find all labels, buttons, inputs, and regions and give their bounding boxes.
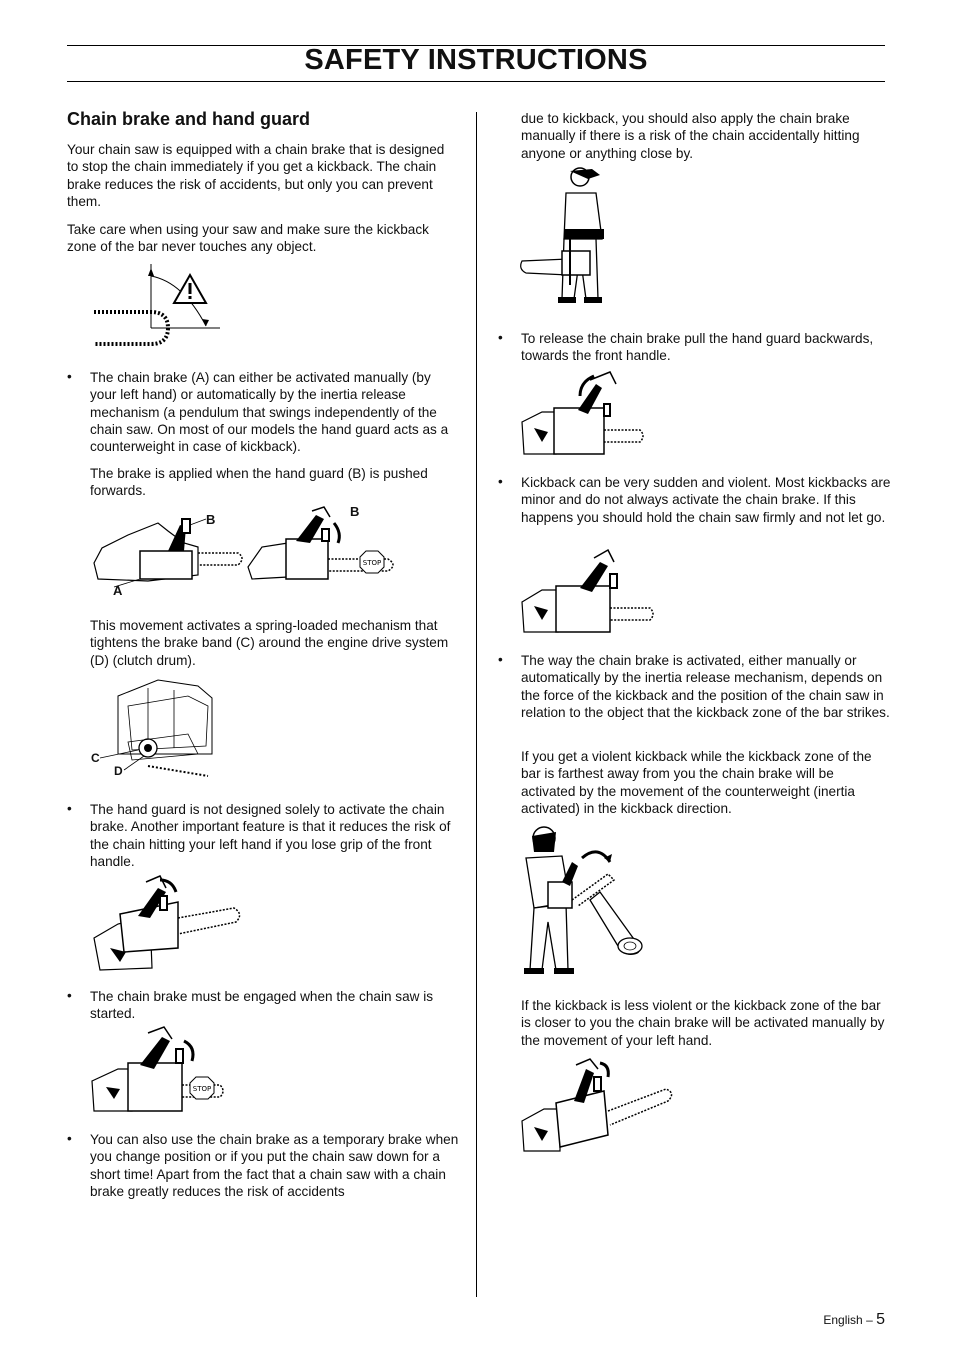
- section-heading: Chain brake and hand guard: [67, 109, 311, 129]
- label-b-second: B: [350, 504, 360, 519]
- bullet-glyph: •: [67, 988, 72, 1003]
- bullet-glyph: •: [67, 801, 72, 816]
- stop-sign-label: STOP: [362, 559, 382, 567]
- label-c: C: [91, 751, 100, 765]
- bullet-glyph: •: [498, 474, 503, 489]
- page-number: 5: [876, 1311, 885, 1328]
- page-title: SAFETY INSTRUCTIONS: [304, 44, 648, 76]
- chain-brake-start-illustration: [88, 1025, 228, 1115]
- column-divider: [476, 112, 477, 1297]
- less-violent-kickback-paragraph: If the kickback is less violent or the kickback zone of the bar is closer to you the chain brake will be activated manually by the movement of your left hand.: [521, 998, 885, 1048]
- bullet-glyph: •: [67, 1131, 72, 1146]
- spring-mechanism-paragraph: This movement activates a spring-loaded mechanism that tightens the brake band (C) around the engine drive system (D) (clutch drum).: [90, 618, 449, 668]
- hand-guard-purpose-bullet: The hand guard is not designed solely to activate the chain brake. Another important feature is that it reduces the risk of the chain hitting your left hand if you lose grip of the front handle.: [90, 802, 451, 869]
- kickback-continuation-paragraph: due to kickback, you should also apply the chain brake manually if there is a risk of the chain accidentally hitting anyone or anything close by.: [521, 111, 860, 161]
- hand-guard-pushed-text: The brake is applied when the hand guard (B) is pushed forwards.: [90, 466, 428, 499]
- sudden-kickback-bullet: Kickback can be very sudden and violent. Most kickbacks are minor and do not always activate the chain brake. If this happens you should hold the chain saw firmly and not let go.: [521, 475, 891, 525]
- footer-language: English: [823, 1313, 863, 1327]
- label-a: A: [113, 583, 123, 598]
- hand-guard-illustration: [90, 872, 245, 974]
- intro-paragraph: Your chain saw is equipped with a chain brake that is designed to stop the chain immediately if you get a kickback. The chain brake reduces the risk of accidents, but only you can prevent them.: [67, 142, 445, 209]
- bullet-glyph: •: [498, 652, 503, 667]
- inertia-kickback-illustration: [518, 822, 658, 980]
- bullet-glyph: •: [67, 369, 72, 384]
- engage-when-started-bullet: The chain brake must be engaged when the chain saw is started.: [90, 989, 434, 1022]
- footer-dash: –: [866, 1313, 873, 1327]
- kickback-zone-illustration: [88, 262, 228, 350]
- release-brake-illustration: [520, 370, 646, 458]
- temporary-brake-bullet: You can also use the chain brake as a temporary brake when you change position or if you put the chain saw down for a short time! Apart from the fact that a chain saw with a chain brake greatly reduces the risk of accidents: [90, 1132, 459, 1199]
- label-b: B: [206, 512, 216, 527]
- header-bottom-rule: [67, 81, 885, 82]
- page-footer: [823, 1311, 885, 1329]
- label-d: D: [114, 764, 123, 778]
- brake-band-clutch-drum-illustration: [88, 676, 218, 784]
- operator-with-saw-illustration: [518, 165, 618, 313]
- stop-sign-label: STOP: [192, 1085, 212, 1093]
- manual-activation-illustration: [520, 1055, 676, 1155]
- bullet-glyph: •: [498, 330, 503, 345]
- firm-grip-illustration: [520, 548, 656, 636]
- kickback-zone-paragraph: Take care when using your saw and make sure the kickback zone of the bar never touches any object.: [67, 222, 429, 255]
- chain-brake-ab-illustration: [88, 503, 408, 603]
- release-brake-bullet: To release the chain brake pull the hand guard backwards, towards the front handle.: [521, 331, 874, 364]
- brake-activation-way-bullet: The way the chain brake is activated, either manually or automatically by the inertia release mechanism, depends on the force of the kickback and the position of the chain saw in relation to the object that the kickback zone of the bar strikes.: [521, 653, 890, 720]
- brake-activation-bullet: The chain brake (A) can either be activated manually (by your left hand) or automatically by the inertia release mechanism (a pendulum that swings independently of the chain saw. On most of our models the hand guard acts as a counterweight in case of kickback).: [90, 370, 449, 455]
- violent-kickback-paragraph: If you get a violent kickback while the kickback zone of the bar is farthest away from you the chain brake will be activated by the movement of the counterweight (inertia activated) in the kickback direction.: [521, 749, 872, 816]
